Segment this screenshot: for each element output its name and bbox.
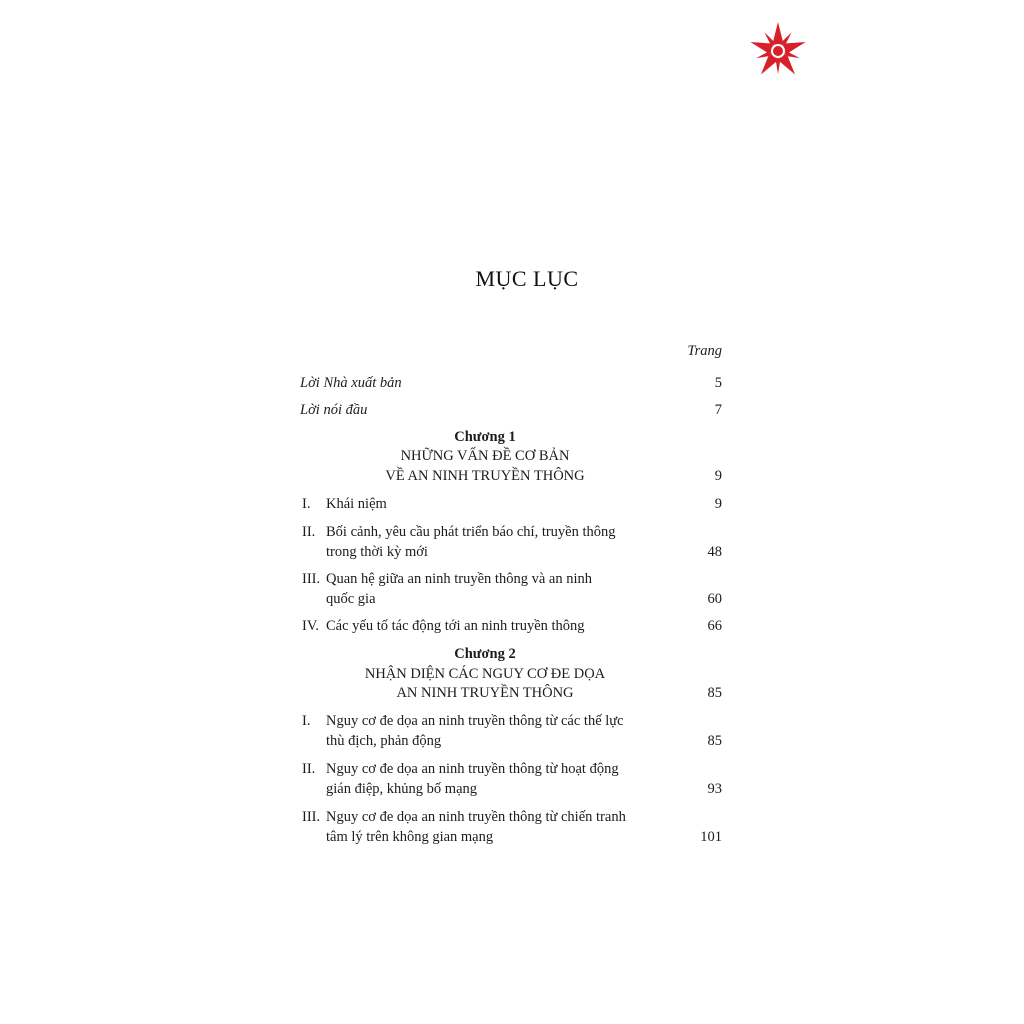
toc-entry: Bối cảnh, yêu cầu phát triển báo chí, truyền thông: [326, 524, 616, 540]
toc-page: 7: [714, 402, 722, 418]
toc-page: 60: [707, 591, 722, 607]
publisher-logo-icon: [748, 20, 808, 80]
section-number: III.: [302, 571, 321, 587]
toc-entry: quốc gia: [326, 591, 376, 607]
page-column-label: Trang: [687, 343, 722, 359]
toc-page: 85: [707, 733, 722, 749]
toc-entry: trong thời kỳ mới: [326, 544, 428, 560]
toc-page: 93: [707, 781, 722, 797]
chapter-1-title: NHỮNG VẤN ĐỀ CƠ BẢN: [400, 448, 570, 464]
chapter-2-title: AN NINH TRUYỀN THÔNG: [396, 685, 574, 701]
section-number: I.: [302, 496, 311, 512]
page-title: MỤC LỤC: [475, 266, 579, 291]
toc-entry: Quan hệ giữa an ninh truyền thông và an ninh: [326, 571, 592, 587]
toc-entry: Các yếu tố tác động tới an ninh truyền thông: [326, 618, 585, 634]
toc-entry: gián điệp, khủng bố mạng: [326, 781, 478, 797]
toc-page: 9: [714, 496, 722, 512]
chapter-1-title: VỀ AN NINH TRUYỀN THÔNG: [385, 468, 585, 484]
toc-entry: Khái niệm: [326, 496, 387, 512]
section-number: II.: [302, 524, 316, 540]
toc-page: 48: [707, 544, 722, 560]
toc-entry-publisher-note: Lời Nhà xuất bản: [300, 375, 402, 391]
chapter-1-label: Chương 1: [454, 429, 516, 445]
toc-entry-preface: Lời nói đầu: [300, 402, 368, 418]
toc-entry: tâm lý trên không gian mạng: [326, 829, 494, 845]
section-number: II.: [302, 761, 316, 777]
chapter-2-title: NHẬN DIỆN CÁC NGUY CƠ ĐE DỌA: [364, 666, 606, 682]
toc-entry: thù địch, phản động: [326, 733, 442, 749]
toc-page: 66: [707, 618, 722, 634]
toc-page: 5: [714, 375, 722, 391]
toc-entry: Nguy cơ đe dọa an ninh truyền thông từ chiến tranh: [326, 809, 626, 825]
toc-page: 101: [700, 829, 722, 845]
toc-page: 9: [714, 468, 722, 484]
chapter-2-label: Chương 2: [454, 646, 516, 662]
section-number: I.: [302, 713, 311, 729]
toc-page: 85: [707, 685, 722, 701]
section-number: III.: [302, 809, 321, 825]
toc-entry: Nguy cơ đe dọa an ninh truyền thông từ hoạt động: [326, 761, 619, 777]
toc-entry: Nguy cơ đe dọa an ninh truyền thông từ các thế lực: [326, 713, 624, 729]
section-number: IV.: [302, 618, 320, 634]
